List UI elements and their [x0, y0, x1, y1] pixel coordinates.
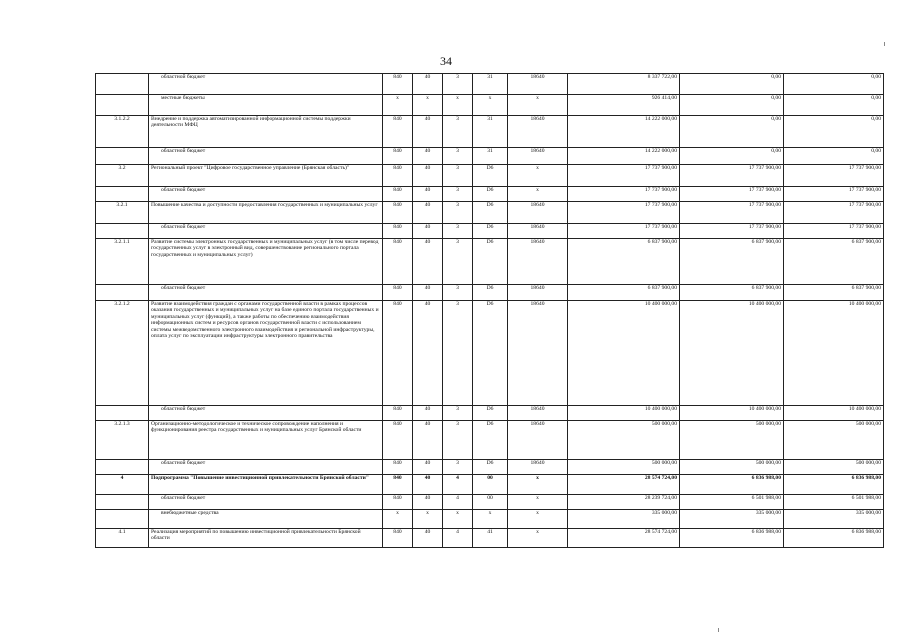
code-cell: 18640	[508, 239, 568, 285]
amount-cell: 17 737 900,00	[568, 187, 680, 202]
code-cell: 840	[383, 529, 413, 548]
code-cell: 40	[413, 421, 443, 460]
code-cell: D6	[473, 224, 508, 239]
amount-cell: 6 836 988,00	[784, 475, 884, 495]
code-cell: х	[508, 187, 568, 202]
table-row	[96, 475, 884, 495]
row-number	[96, 148, 149, 165]
table-row	[96, 148, 884, 165]
amount-cell: 10 400 000,00	[568, 406, 680, 421]
code-cell: 4	[443, 529, 473, 548]
code-cell: 18640	[508, 285, 568, 301]
code-cell: 840	[383, 148, 413, 165]
code-cell: 40	[413, 529, 443, 548]
code-cell: 40	[413, 224, 443, 239]
code-cell: 40	[413, 148, 443, 165]
code-cell: 40	[413, 74, 443, 95]
code-cell: 840	[383, 475, 413, 495]
code-cell: х	[383, 510, 413, 529]
code-cell: 40	[413, 239, 443, 285]
code-cell: х	[413, 95, 443, 116]
amount-cell: 17 737 900,00	[784, 224, 884, 239]
amount-cell: 6 501 988,00	[784, 495, 884, 510]
table-row	[96, 239, 884, 285]
amount-cell: 17 737 900,00	[784, 202, 884, 224]
row-number: 3.2.1	[96, 202, 149, 224]
amount-cell: 500 000,00	[568, 421, 680, 460]
code-cell: х	[443, 510, 473, 529]
table-row	[96, 95, 884, 116]
code-cell: 40	[413, 187, 443, 202]
amount-cell: 6 836 988,00	[680, 529, 784, 548]
row-name: Организационно-методологическое и техническое сопровождение наполнения и функционирования реестра государственных и муниципальных услуг Брянской области	[149, 421, 383, 460]
code-cell: 840	[383, 421, 413, 460]
amount-cell: 10 400 000,00	[784, 406, 884, 421]
amount-cell: 28 239 724,00	[568, 495, 680, 510]
row-number: 3.2.1.2	[96, 301, 149, 406]
code-cell: 18640	[508, 116, 568, 148]
table-row	[96, 187, 884, 202]
code-cell: 4	[443, 475, 473, 495]
code-cell: х	[508, 165, 568, 187]
row-name: Внедрение и поддержка автоматизированной информационной системы поддержки деятельности МФЦ	[149, 116, 383, 148]
code-cell: х	[443, 95, 473, 116]
amount-cell: 10 400 000,00	[784, 301, 884, 406]
amount-cell: 28 574 724,00	[568, 475, 680, 495]
row-name: областной бюджет	[149, 495, 383, 510]
amount-cell: 0,00	[784, 95, 884, 116]
code-cell: х	[508, 495, 568, 510]
code-cell: 840	[383, 406, 413, 421]
code-cell: 840	[383, 285, 413, 301]
amount-cell: 10 400 000,00	[680, 301, 784, 406]
code-cell: 18640	[508, 202, 568, 224]
code-cell: 18640	[508, 148, 568, 165]
row-name: Развитие системы электронных государственных и муниципальных услуг (в том числе перевод государственных услуг в электронный вид, совершенствование регионального портала государственных и муниципальных услуг)	[149, 239, 383, 285]
row-number	[96, 95, 149, 116]
row-name: Региональный проект "Цифровое государственное управление (Брянская область)"	[149, 165, 383, 187]
row-name: Развитие взаимодействия граждан с органами государственной власти в рамках процессов оказания государственных и муниципальных услуг на базе единого портала государственных и муниципальных услуг (функций), а также работы по обеспечению взаимодействия информационных систем и ресурсов органов государственной власти с использованием системы межведомственного электронного взаимодействия и региональной инфраструктуры, оплата услуг по эксплуатации инфраструктуры электронного правительства	[149, 301, 383, 406]
code-cell: 3	[443, 460, 473, 475]
amount-cell: 335 000,00	[680, 510, 784, 529]
code-cell: х	[473, 95, 508, 116]
table-row	[96, 406, 884, 421]
row-name: областной бюджет	[149, 224, 383, 239]
row-number: 4.1	[96, 529, 149, 548]
amount-cell: 500 000,00	[784, 460, 884, 475]
amount-cell: 6 837 900,00	[568, 285, 680, 301]
table-row	[96, 74, 884, 95]
row-number: 3.2	[96, 165, 149, 187]
code-cell: D6	[473, 406, 508, 421]
code-cell: 3	[443, 116, 473, 148]
amount-cell: 6 837 900,00	[784, 239, 884, 285]
code-cell: D6	[473, 202, 508, 224]
code-cell: х	[473, 510, 508, 529]
row-number	[96, 495, 149, 510]
amount-cell: 14 222 000,00	[568, 116, 680, 148]
code-cell: 3	[443, 406, 473, 421]
code-cell: 18640	[508, 421, 568, 460]
budget-table	[95, 73, 884, 548]
code-cell: х	[413, 510, 443, 529]
row-number	[96, 406, 149, 421]
code-cell: 40	[413, 165, 443, 187]
amount-cell: 0,00	[784, 116, 884, 148]
row-number	[96, 74, 149, 95]
amount-cell: 0,00	[680, 95, 784, 116]
row-number	[96, 510, 149, 529]
code-cell: 840	[383, 116, 413, 148]
code-cell: 840	[383, 239, 413, 285]
row-name: областной бюджет	[149, 406, 383, 421]
amount-cell: 17 737 900,00	[784, 165, 884, 187]
row-name: местные бюджеты	[149, 95, 383, 116]
code-cell: х	[508, 529, 568, 548]
amount-cell: 500 000,00	[680, 460, 784, 475]
table-row	[96, 510, 884, 529]
code-cell: 40	[413, 495, 443, 510]
code-cell: 840	[383, 74, 413, 95]
code-cell: D6	[473, 239, 508, 285]
code-cell: 3	[443, 421, 473, 460]
row-number: 3.1.2.2	[96, 116, 149, 148]
amount-cell: 500 000,00	[784, 421, 884, 460]
row-number: 4	[96, 475, 149, 495]
amount-cell: 6 501 988,00	[680, 495, 784, 510]
page-number: 34	[440, 54, 452, 68]
code-cell: 4	[443, 495, 473, 510]
amount-cell: 6 837 900,00	[784, 285, 884, 301]
row-name: Повышение качества и доступности предоставления государственных и муниципальных услуг	[149, 202, 383, 224]
code-cell: 40	[413, 406, 443, 421]
amount-cell: 6 837 900,00	[680, 239, 784, 285]
scan-mark-bottom	[718, 628, 719, 632]
row-number: 3.2.1.1	[96, 239, 149, 285]
code-cell: D6	[473, 421, 508, 460]
code-cell: 840	[383, 495, 413, 510]
code-cell: 18640	[508, 74, 568, 95]
code-cell: 3	[443, 148, 473, 165]
code-cell: 31	[473, 148, 508, 165]
code-cell: D6	[473, 285, 508, 301]
code-cell: 40	[413, 460, 443, 475]
table-row	[96, 285, 884, 301]
code-cell: 31	[473, 74, 508, 95]
code-cell: 840	[383, 460, 413, 475]
code-cell: 18640	[508, 224, 568, 239]
code-cell: х	[508, 510, 568, 529]
code-cell: 840	[383, 224, 413, 239]
table-row	[96, 421, 884, 460]
table-row	[96, 529, 884, 548]
amount-cell: 500 000,00	[680, 421, 784, 460]
scan-mark-top-right	[884, 42, 885, 46]
amount-cell: 6 837 900,00	[568, 239, 680, 285]
code-cell: 41	[473, 529, 508, 548]
code-cell: х	[383, 95, 413, 116]
amount-cell: 17 737 900,00	[568, 202, 680, 224]
code-cell: 3	[443, 301, 473, 406]
row-name: внебюджетные средства	[149, 510, 383, 529]
amount-cell: 17 737 900,00	[680, 187, 784, 202]
code-cell: D6	[473, 460, 508, 475]
table-row	[96, 495, 884, 510]
code-cell: 18640	[508, 460, 568, 475]
table-row	[96, 460, 884, 475]
row-number	[96, 285, 149, 301]
code-cell: 00	[473, 495, 508, 510]
row-name: областной бюджет	[149, 187, 383, 202]
row-name: Подпрограмма "Повышение инвестиционной привлекательности Брянской области"	[149, 475, 383, 495]
code-cell: 31	[473, 116, 508, 148]
code-cell: 3	[443, 224, 473, 239]
amount-cell: 17 737 900,00	[680, 165, 784, 187]
code-cell: х	[508, 95, 568, 116]
amount-cell: 0,00	[784, 148, 884, 165]
row-number: 3.2.1.3	[96, 421, 149, 460]
code-cell: х	[508, 475, 568, 495]
code-cell: 3	[443, 202, 473, 224]
amount-cell: 10 400 000,00	[680, 406, 784, 421]
row-name: областной бюджет	[149, 148, 383, 165]
amount-cell: 0,00	[680, 148, 784, 165]
table-row	[96, 116, 884, 148]
table-row	[96, 224, 884, 239]
amount-cell: 17 737 900,00	[568, 165, 680, 187]
amount-cell: 17 737 900,00	[568, 224, 680, 239]
code-cell: 3	[443, 239, 473, 285]
amount-cell: 6 837 900,00	[680, 285, 784, 301]
amount-cell: 335 000,00	[568, 510, 680, 529]
table-body	[96, 74, 884, 548]
amount-cell: 926 414,00	[568, 95, 680, 116]
table-row	[96, 165, 884, 187]
amount-cell: 17 737 900,00	[680, 224, 784, 239]
row-number	[96, 187, 149, 202]
code-cell: 40	[413, 285, 443, 301]
code-cell: 00	[473, 475, 508, 495]
code-cell: 18640	[508, 301, 568, 406]
code-cell: 18640	[508, 406, 568, 421]
amount-cell: 14 222 000,00	[568, 148, 680, 165]
row-name: областной бюджет	[149, 460, 383, 475]
amount-cell: 10 400 000,00	[568, 301, 680, 406]
code-cell: 3	[443, 165, 473, 187]
amount-cell: 6 836 988,00	[784, 529, 884, 548]
amount-cell: 17 737 900,00	[680, 202, 784, 224]
code-cell: 40	[413, 116, 443, 148]
code-cell: 840	[383, 202, 413, 224]
amount-cell: 0,00	[680, 116, 784, 148]
amount-cell: 0,00	[680, 74, 784, 95]
row-name: Реализация мероприятий по повышению инвестиционной привлекательности Брянской области	[149, 529, 383, 548]
code-cell: D6	[473, 301, 508, 406]
code-cell: 840	[383, 301, 413, 406]
row-number	[96, 224, 149, 239]
code-cell: 840	[383, 165, 413, 187]
amount-cell: 8 337 722,00	[568, 74, 680, 95]
amount-cell: 6 836 988,00	[680, 475, 784, 495]
row-name: областной бюджет	[149, 74, 383, 95]
code-cell: 40	[413, 475, 443, 495]
amount-cell: 17 737 900,00	[784, 187, 884, 202]
code-cell: 40	[413, 301, 443, 406]
code-cell: D6	[473, 187, 508, 202]
code-cell: 40	[413, 202, 443, 224]
row-name: областной бюджет	[149, 285, 383, 301]
table-row	[96, 202, 884, 224]
table-row	[96, 301, 884, 406]
code-cell: 3	[443, 285, 473, 301]
amount-cell: 500 000,00	[568, 460, 680, 475]
amount-cell: 335 000,00	[784, 510, 884, 529]
amount-cell: 0,00	[784, 74, 884, 95]
code-cell: 3	[443, 74, 473, 95]
code-cell: D6	[473, 165, 508, 187]
amount-cell: 28 574 724,00	[568, 529, 680, 548]
row-number	[96, 460, 149, 475]
code-cell: 3	[443, 187, 473, 202]
code-cell: 840	[383, 187, 413, 202]
